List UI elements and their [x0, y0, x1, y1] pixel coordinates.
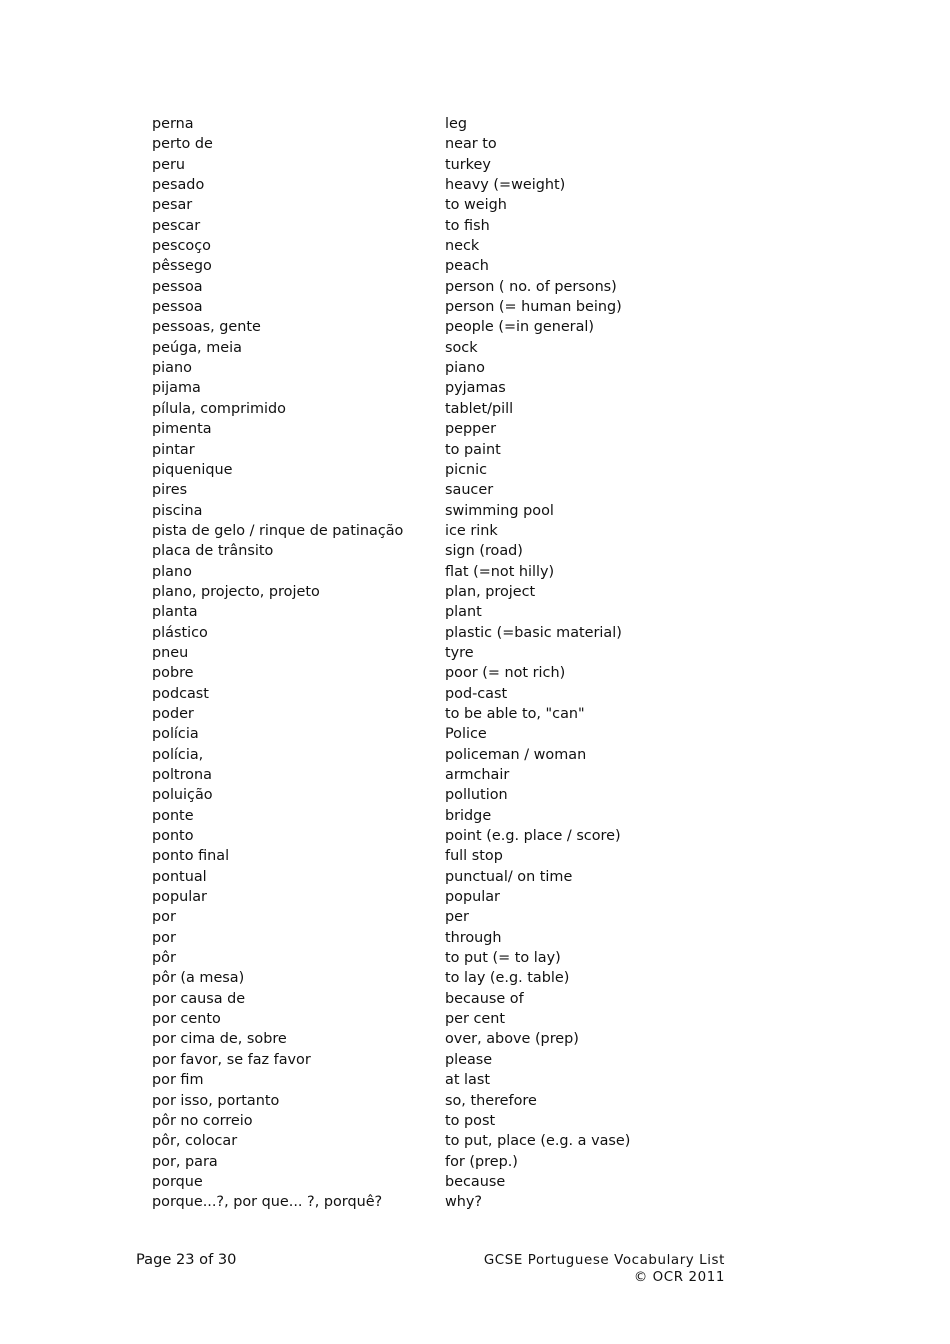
portuguese-term: pôr no correio: [152, 1112, 253, 1129]
english-translation: ice rink: [445, 522, 498, 539]
portuguese-term: por isso, portanto: [152, 1092, 280, 1109]
english-translation: per: [445, 909, 469, 926]
english-translation: why?: [445, 1194, 483, 1211]
vocab-row: [152, 155, 752, 175]
english-translation: near to: [445, 136, 497, 153]
portuguese-term: pessoa: [152, 278, 203, 295]
portuguese-term: por fim: [152, 1072, 204, 1089]
vocab-row: [152, 846, 752, 866]
english-translation: because: [445, 1173, 506, 1190]
portuguese-term: ponte: [152, 807, 194, 824]
portuguese-term: pesar: [152, 197, 193, 214]
vocab-row: [152, 358, 752, 378]
english-translation: per cent: [445, 1011, 506, 1028]
document-title: GCSE Portuguese Vocabulary List: [483, 1253, 725, 1268]
english-translation: for (prep.): [445, 1153, 518, 1170]
english-translation: peach: [445, 258, 489, 275]
portuguese-term: pôr: [152, 950, 176, 967]
vocab-row: [152, 745, 752, 765]
vocab-row: [152, 826, 752, 846]
portuguese-term: por cima de, sobre: [152, 1031, 287, 1048]
portuguese-term: poltrona: [152, 767, 212, 783]
portuguese-term: pires: [152, 482, 188, 499]
english-translation: heavy (=weight): [445, 177, 566, 194]
vocab-row: [152, 1091, 752, 1111]
portuguese-term: pescar: [152, 217, 201, 234]
portuguese-term: peru: [152, 156, 186, 173]
portuguese-term: placa de trânsito: [152, 543, 274, 560]
english-translation: plant: [445, 604, 482, 621]
english-translation: sock: [445, 339, 478, 356]
portuguese-term: plano: [152, 563, 192, 580]
portuguese-term: plástico: [152, 624, 208, 641]
english-translation: popular: [445, 889, 500, 906]
portuguese-term: polícia: [152, 726, 199, 743]
vocab-row: [152, 887, 752, 907]
portuguese-term: poluição: [152, 787, 213, 804]
vocab-row: [152, 602, 752, 622]
english-translation: tablet/pill: [445, 400, 514, 417]
english-translation: leg: [445, 116, 467, 132]
vocab-row: [152, 114, 752, 134]
portuguese-term: pijama: [152, 380, 201, 397]
portuguese-term: pílula, comprimido: [152, 400, 286, 417]
portuguese-term: piquenique: [152, 461, 233, 478]
page-number: Page 23 of 30: [136, 1251, 237, 1268]
vocab-row: [152, 663, 752, 683]
vocab-row: [152, 724, 752, 744]
english-translation: to fish: [445, 217, 490, 234]
vocab-row: [152, 623, 752, 643]
english-translation: pepper: [445, 421, 497, 438]
english-translation: because of: [445, 990, 524, 1007]
vocab-row: [152, 501, 752, 521]
vocab-row: [152, 1009, 752, 1029]
english-translation: saucer: [445, 482, 494, 499]
portuguese-term: pobre: [152, 665, 194, 682]
vocab-row: [152, 297, 752, 317]
vocab-row: [152, 1131, 752, 1151]
vocab-row: [152, 236, 752, 256]
vocab-row: [152, 928, 752, 948]
portuguese-term: piscina: [152, 502, 203, 519]
english-translation: to be able to, "can": [445, 705, 585, 722]
english-translation: person ( no. of persons): [445, 278, 617, 295]
vocab-row: [152, 1152, 752, 1172]
vocab-row: [152, 378, 752, 398]
english-translation: poor (= not rich): [445, 665, 566, 682]
portuguese-term: pontual: [152, 868, 207, 885]
english-translation: to paint: [445, 441, 501, 458]
vocab-row: [152, 460, 752, 480]
portuguese-term: pôr (a mesa): [152, 970, 245, 987]
vocab-row: [152, 989, 752, 1009]
vocab-row: [152, 541, 752, 561]
english-translation: through: [445, 929, 502, 946]
vocab-row: [152, 1111, 752, 1131]
english-translation: tyre: [445, 644, 474, 661]
english-translation: piano: [445, 360, 485, 377]
vocab-row: [152, 175, 752, 195]
vocab-row: [152, 338, 752, 358]
english-translation: person (= human being): [445, 299, 622, 316]
english-translation: plan, project: [445, 583, 536, 600]
vocab-row: [152, 521, 752, 541]
english-translation: people (=in general): [445, 319, 595, 336]
portuguese-term: porque...?, por que... ?, porquê?: [152, 1194, 383, 1211]
portuguese-term: pneu: [152, 644, 189, 661]
english-translation: turkey: [445, 156, 491, 173]
vocab-row: [152, 785, 752, 805]
vocabulary-list: [152, 114, 752, 1213]
portuguese-term: ponto final: [152, 848, 230, 865]
vocab-row: [152, 216, 752, 236]
portuguese-term: pista de gelo / rinque de patinação: [152, 522, 404, 539]
vocab-row: [152, 562, 752, 582]
vocab-row: [152, 480, 752, 500]
portuguese-term: por: [152, 909, 176, 926]
portuguese-term: perna: [152, 116, 194, 132]
portuguese-term: poder: [152, 705, 194, 722]
english-translation: swimming pool: [445, 502, 554, 519]
vocab-row: [152, 907, 752, 927]
portuguese-term: por cento: [152, 1011, 221, 1028]
portuguese-term: porque: [152, 1173, 203, 1190]
english-translation: sign (road): [445, 543, 523, 560]
english-translation: to lay (e.g. table): [445, 970, 570, 987]
english-translation: to put (= to lay): [445, 950, 561, 967]
portuguese-term: plano, projecto, projeto: [152, 583, 320, 600]
vocab-row: [152, 195, 752, 215]
vocab-row: [152, 867, 752, 887]
english-translation: plastic (=basic material): [445, 624, 622, 641]
vocab-row: [152, 806, 752, 826]
portuguese-term: por causa de: [152, 990, 246, 1007]
english-translation: so, therefore: [445, 1092, 537, 1109]
vocab-row: [152, 1192, 752, 1212]
portuguese-term: pessoa: [152, 299, 203, 316]
english-translation: point (e.g. place / score): [445, 828, 621, 845]
vocab-row: [152, 440, 752, 460]
vocab-row: [152, 1029, 752, 1049]
footer-info: [484, 1253, 725, 1286]
vocab-row: [152, 399, 752, 419]
portuguese-term: pintar: [152, 441, 195, 458]
portuguese-term: por: [152, 929, 176, 946]
vocab-row: [152, 256, 752, 276]
vocab-row: [152, 948, 752, 968]
vocab-row: [152, 1050, 752, 1070]
portuguese-term: pimenta: [152, 421, 212, 438]
copyright: © OCR 2011: [633, 1269, 725, 1285]
english-translation: bridge: [445, 807, 492, 824]
vocab-row: [152, 277, 752, 297]
portuguese-term: planta: [152, 604, 198, 621]
portuguese-term: piano: [152, 360, 192, 377]
portuguese-term: polícia,: [152, 746, 204, 763]
vocab-row: [152, 684, 752, 704]
portuguese-term: por, para: [152, 1153, 218, 1170]
english-translation: neck: [445, 238, 480, 255]
portuguese-term: ponto: [152, 828, 194, 845]
portuguese-term: pesado: [152, 177, 205, 194]
vocab-row: [152, 643, 752, 663]
english-translation: to post: [445, 1112, 496, 1129]
portuguese-term: peúga, meia: [152, 339, 242, 356]
english-translation: flat (=not hilly): [445, 563, 555, 580]
english-translation: to put, place (e.g. a vase): [445, 1133, 631, 1150]
english-translation: punctual/ on time: [445, 868, 573, 885]
vocab-row: [152, 704, 752, 724]
portuguese-term: popular: [152, 889, 207, 906]
vocab-row: [152, 134, 752, 154]
vocab-row: [152, 419, 752, 439]
english-translation: pyjamas: [445, 380, 506, 397]
english-translation: at last: [445, 1072, 490, 1089]
portuguese-term: por favor, se faz favor: [152, 1051, 311, 1068]
english-translation: picnic: [445, 461, 488, 478]
english-translation: please: [445, 1051, 493, 1068]
portuguese-term: pôr, colocar: [152, 1133, 238, 1150]
english-translation: full stop: [445, 848, 503, 865]
english-translation: armchair: [445, 767, 510, 783]
vocab-row: [152, 765, 752, 785]
portuguese-term: perto de: [152, 136, 213, 153]
english-translation: to weigh: [445, 197, 507, 214]
vocab-row: [152, 1070, 752, 1090]
portuguese-term: pessoas, gente: [152, 319, 261, 336]
vocab-row: [152, 1172, 752, 1192]
english-translation: pod-cast: [445, 685, 508, 702]
english-translation: policeman / woman: [445, 746, 587, 763]
portuguese-term: pêssego: [152, 258, 212, 275]
vocab-row: [152, 582, 752, 602]
vocab-row: [152, 968, 752, 988]
portuguese-term: pescoço: [152, 238, 211, 255]
vocab-row: [152, 317, 752, 337]
english-translation: Police: [445, 726, 487, 743]
english-translation: pollution: [445, 787, 508, 804]
english-translation: over, above (prep): [445, 1031, 579, 1048]
portuguese-term: podcast: [152, 685, 209, 702]
